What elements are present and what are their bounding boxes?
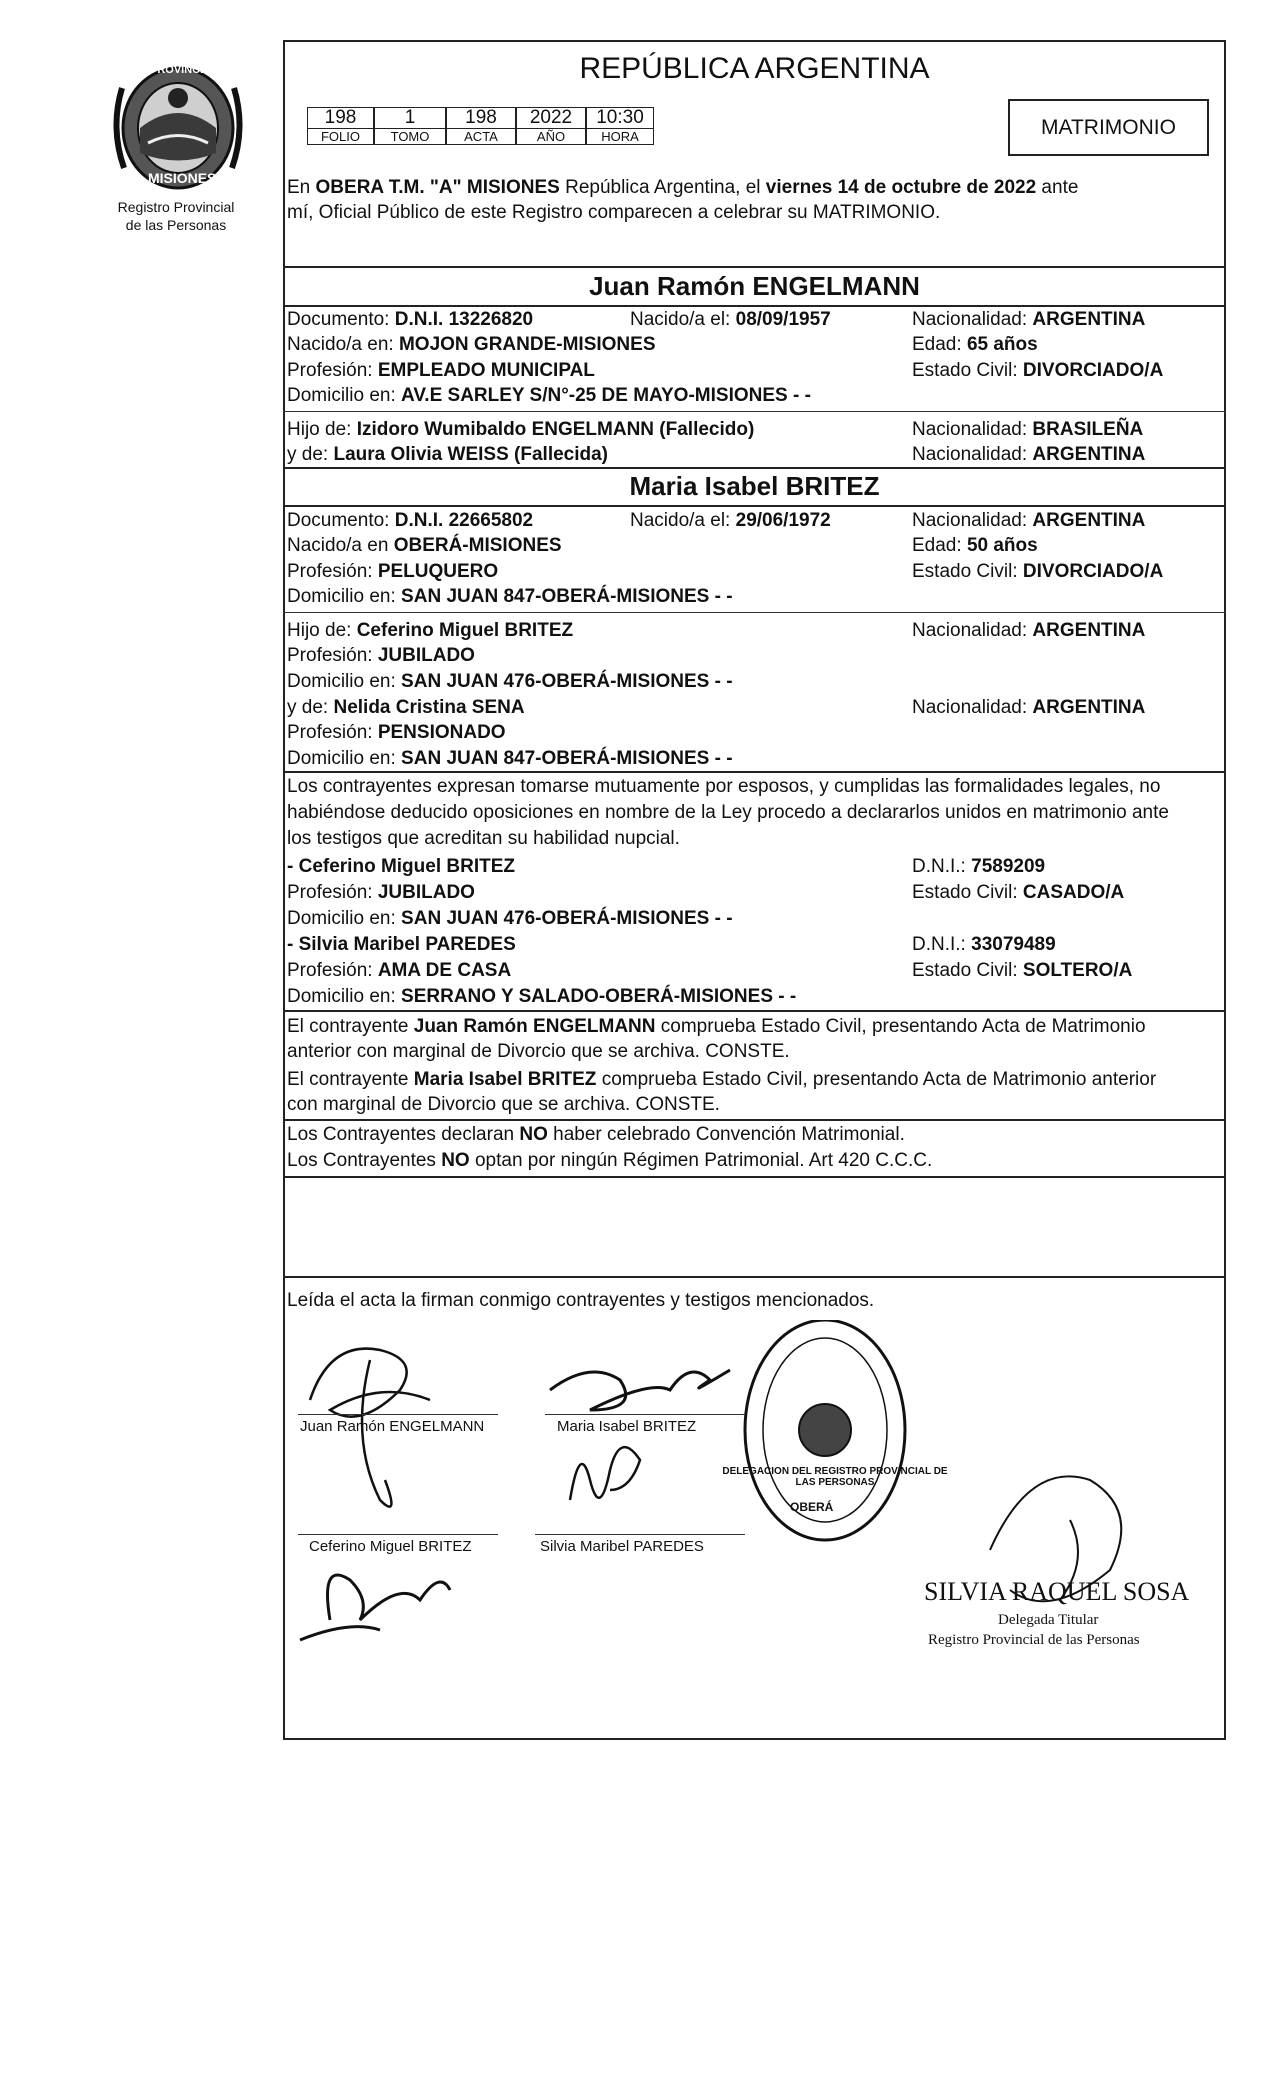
- intro-prefix: En: [287, 177, 316, 198]
- signature-line: [545, 1414, 745, 1415]
- signature-caption-4: Silvia Maribel PAREDES: [540, 1538, 704, 1555]
- divider: [283, 305, 1226, 307]
- spouse2-mother: y de: Nelida Cristina SENA: [287, 697, 525, 718]
- spouse2-profesion: Profesión: PELUQUERO: [287, 561, 499, 582]
- divider: [283, 411, 1226, 412]
- official-office: Registro Provincial de las Personas: [928, 1632, 1140, 1648]
- spouse2-nacionalidad: Nacionalidad: ARGENTINA: [912, 510, 1146, 531]
- acta-label: ACTA: [446, 128, 516, 145]
- divider: [283, 1010, 1226, 1012]
- witness1-dni: D.N.I.: 7589209: [912, 856, 1046, 877]
- spouse2-father-profesion: Profesión: JUBILADO: [287, 645, 475, 666]
- spouse2-mother-profesion: Profesión: PENSIONADO: [287, 722, 506, 743]
- official-name: SILVIA RAQUEL SOSA: [924, 1577, 1190, 1606]
- signature-line: [298, 1414, 498, 1415]
- spouse1-mother: y de: Laura Olivia WEISS (Fallecida): [287, 444, 609, 465]
- witness2-domicilio: Domicilio en: SERRANO Y SALADO-OBERÁ-MISIONES - -: [287, 986, 797, 1007]
- divider: [283, 505, 1226, 507]
- spouse1-mother-nacionalidad: Nacionalidad: ARGENTINA: [912, 444, 1146, 465]
- tomo-value: 1: [374, 107, 446, 129]
- spouse1-edad: Edad: 65 años: [912, 334, 1038, 355]
- spouse2-name: Maria Isabel BRITEZ: [629, 471, 880, 501]
- divider: [283, 467, 1226, 469]
- hora-value: 10:30: [586, 107, 654, 129]
- witness2-profesion: Profesión: AMA DE CASA: [287, 960, 512, 981]
- signature-line: [298, 1534, 498, 1535]
- witness2-dni: D.N.I.: 33079489: [912, 934, 1056, 955]
- spouse2-mother-nacionalidad: Nacionalidad: ARGENTINA: [912, 697, 1146, 718]
- spouse1-documento: Documento: D.N.I. 13226820: [287, 309, 534, 330]
- page-title: REPÚBLICA ARGENTINA: [579, 52, 930, 85]
- spouse2-father: Hijo de: Ceferino Miguel BRITEZ: [287, 620, 574, 641]
- note1-line-2: anterior con marginal de Divorcio que se archiva. CONSTE.: [287, 1041, 790, 1062]
- regime-line: Los Contrayentes NO optan por ningún Régimen Patrimonial. Art 420 C.C.C.: [287, 1150, 933, 1171]
- province-logo: [110, 58, 246, 198]
- folio-label: FOLIO: [307, 128, 374, 145]
- record-type: MATRIMONIO: [1041, 116, 1176, 139]
- spouse2-edad: Edad: 50 años: [912, 535, 1038, 556]
- divider: [283, 771, 1226, 773]
- anio-label: AÑO: [516, 128, 586, 145]
- spouse2-documento: Documento: D.N.I. 22665802: [287, 510, 534, 531]
- seal-text-bottom: MISIONES: [148, 170, 217, 186]
- signatures-drawing-icon: [290, 1320, 1250, 1740]
- spouse2-domicilio: Domicilio en: SAN JUAN 847-OBERÁ-MISIONES - -: [287, 586, 733, 607]
- spouse2-father-domicilio: Domicilio en: SAN JUAN 476-OBERÁ-MISIONES - -: [287, 671, 733, 692]
- signature-caption-2: Maria Isabel BRITEZ: [557, 1418, 697, 1435]
- spouse1-estado-civil: Estado Civil: DIVORCIADO/A: [912, 360, 1164, 381]
- spouse1-name: Juan Ramón ENGELMANN: [589, 271, 920, 301]
- intro-date: viernes 14 de octubre de 2022: [765, 177, 1037, 198]
- witness1-domicilio: Domicilio en: SAN JUAN 476-OBERÁ-MISIONES - -: [287, 908, 733, 929]
- note2-line-2: con marginal de Divorcio que se archiva. CONSTE.: [287, 1094, 720, 1115]
- witness1-name: - Ceferino Miguel BRITEZ: [287, 856, 515, 877]
- divider: [283, 1176, 1226, 1178]
- anio-value: 2022: [516, 107, 586, 129]
- witness1-estado: Estado Civil: CASADO/A: [912, 882, 1125, 903]
- intro-line-2: mí, Oficial Público de este Registro comparecen a celebrar su MATRIMONIO.: [287, 202, 941, 223]
- hora-label: HORA: [586, 128, 654, 145]
- divider: [283, 612, 1226, 613]
- signature-caption-3: Ceferino Miguel BRITEZ: [309, 1538, 472, 1555]
- spouse1-nacido-el: Nacido/a el: 08/09/1957: [630, 309, 831, 330]
- signature-line: [535, 1534, 745, 1535]
- spouse2-nacido-el: Nacido/a el: 29/06/1972: [630, 510, 831, 531]
- signature-caption-1: Juan Ramón ENGELMANN: [300, 1418, 485, 1435]
- witness2-name: - Silvia Maribel PAREDES: [287, 934, 516, 955]
- spouse2-father-nacionalidad: Nacionalidad: ARGENTINA: [912, 620, 1146, 641]
- seal-text-top: PROVINCIA DE: [150, 64, 230, 76]
- stamp-city: OBERÁ: [790, 1500, 834, 1514]
- witness1-profesion: Profesión: JUBILADO: [287, 882, 475, 903]
- spouse2-nacido-en: Nacido/a en OBERÁ-MISIONES: [287, 535, 562, 556]
- record-type-box: [1008, 99, 1209, 156]
- spouse2-mother-domicilio: Domicilio en: SAN JUAN 847-OBERÁ-MISIONES - -: [287, 748, 733, 769]
- tomo-label: TOMO: [374, 128, 446, 145]
- declaration-line-3: los testigos que acreditan su habilidad nupcial.: [287, 828, 680, 849]
- divider: [283, 1276, 1226, 1278]
- read-line: Leída el acta la firman conmigo contrayentes y testigos mencionados.: [287, 1290, 875, 1311]
- spouse2-estado-civil: Estado Civil: DIVORCIADO/A: [912, 561, 1164, 582]
- note1-line-1: El contrayente Juan Ramón ENGELMANN comprueba Estado Civil, presentando Acta de Matrimonio: [287, 1016, 1146, 1037]
- registry-caption-2: de las Personas: [125, 217, 227, 233]
- declaration-line-1: Los contrayentes expresan tomarse mutuamente por esposos, y cumplidas las formalidades legales, no: [287, 776, 1161, 797]
- intro-place: OBERA T.M. "A" MISIONES: [315, 177, 560, 198]
- note2-line-1: El contrayente Maria Isabel BRITEZ comprueba Estado Civil, presentando Acta de Matrimonio anterior: [287, 1069, 1157, 1090]
- registry-caption-1: Registro Provincial: [117, 199, 235, 215]
- witness2-estado: Estado Civil: SOLTERO/A: [912, 960, 1133, 981]
- spouse1-domicilio: Domicilio en: AV.E SARLEY S/N°-25 DE MAYO-MISIONES - -: [287, 385, 811, 406]
- declaration-line-2: habiéndose deducido oposiciones en nombre de la Ley procedo a declararlos unidos en matrimonio ante: [287, 802, 1169, 823]
- divider: [283, 1119, 1226, 1121]
- convention-line: Los Contrayentes declaran NO haber celebrado Convención Matrimonial.: [287, 1124, 905, 1145]
- spouse1-nacionalidad: Nacionalidad: ARGENTINA: [912, 309, 1146, 330]
- official-role: Delegada Titular: [998, 1612, 1099, 1628]
- intro-mid: República Argentina, el: [559, 177, 766, 198]
- spouse1-father: Hijo de: Izidoro Wumibaldo ENGELMANN (Fallecido): [287, 419, 755, 440]
- divider: [283, 266, 1226, 268]
- acta-value: 198: [446, 107, 516, 129]
- spouse1-father-nacionalidad: Nacionalidad: BRASILEÑA: [912, 419, 1144, 440]
- folio-value: 198: [307, 107, 374, 129]
- stamp-text: DELEGACION DEL REGISTRO PROVINCIAL DE LAS PERSONAS: [722, 1466, 948, 1488]
- intro-suffix: ante: [1036, 177, 1079, 198]
- spouse1-profesion: Profesión: EMPLEADO MUNICIPAL: [287, 360, 595, 381]
- spouse1-nacido-en: Nacido/a en: MOJON GRANDE-MISIONES: [287, 334, 656, 355]
- intro-line-1: [287, 177, 1078, 199]
